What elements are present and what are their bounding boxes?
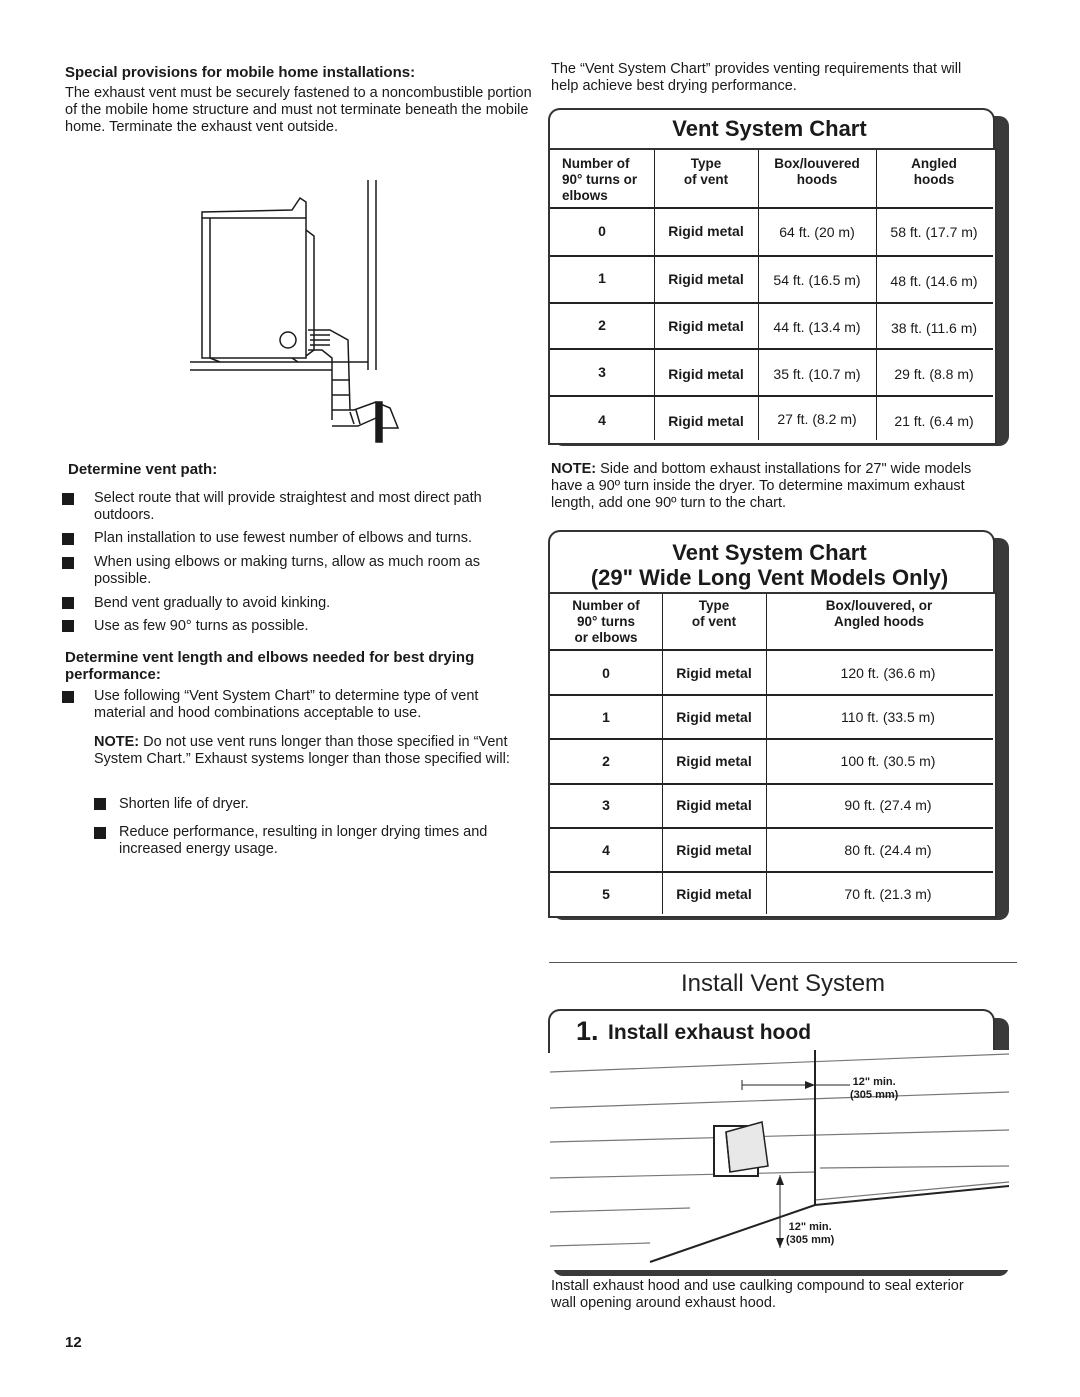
bullet-icon — [62, 597, 74, 609]
chart2-cell: 5 — [602, 886, 610, 902]
step-number: 1. — [576, 1016, 599, 1046]
row-divider — [550, 738, 993, 740]
chart2-cell: Rigid metal — [676, 753, 752, 769]
chart1-cell: 29 ft. (8.8 m) — [894, 366, 974, 382]
chart1-cell: Rigid metal — [668, 223, 744, 239]
row-divider — [550, 694, 993, 696]
exhaust-hood-illustration — [550, 1050, 1009, 1270]
note-label: NOTE: — [94, 734, 140, 750]
mobile-home-text: The exhaust vent must be securely fastened to a noncombustible portion of the mobile home structure and must not terminate beneath the mobile home. Terminate the exhaust vent outside. — [65, 85, 532, 135]
vent-path-item: Plan installation to use fewest number of elbows and turns. — [94, 530, 473, 546]
bullet-icon — [94, 798, 106, 810]
chart2-cell: 100 ft. (30.5 m) — [840, 753, 936, 769]
vent-path-item: When using elbows or making turns, allow as much room as possible. — [94, 554, 481, 587]
col-divider — [766, 594, 767, 914]
row-divider — [550, 207, 993, 209]
bullet-icon — [62, 691, 74, 703]
chart1-cell: 4 — [598, 412, 606, 428]
row-divider — [550, 302, 993, 304]
mobile-home-heading: Special provisions for mobile home installations: — [65, 64, 416, 81]
chart1-cell: Rigid metal — [668, 318, 744, 334]
chart2-header-hoods: Box/louvered, or Angled hoods — [825, 598, 933, 629]
chart2-header-turns: Number of 90° turns or elbows — [572, 598, 640, 645]
vent-length-item: Use following “Vent System Chart” to determine type of vent material and hood combinations acceptable to use. — [94, 688, 479, 721]
vent-length-heading: Determine vent length and elbows needed for best drying performance: — [65, 649, 475, 683]
chart1-cell: 54 ft. (16.5 m) — [773, 272, 861, 288]
chart1-cell: 0 — [598, 223, 606, 239]
bullet-icon — [62, 533, 74, 545]
chart2-cell: 80 ft. (24.4 m) — [844, 842, 932, 858]
chart1-cell: 3 — [598, 364, 606, 380]
chart1-cell: 48 ft. (14.6 m) — [890, 273, 978, 289]
dryer-vent-illustration — [180, 180, 420, 450]
row-divider — [550, 871, 993, 873]
chart1-header-type: Type of vent — [683, 156, 729, 187]
bullet-icon — [62, 557, 74, 569]
row-divider — [550, 255, 993, 257]
chart1-header-box: Box/louvered hoods — [774, 156, 860, 187]
chart2-header-type: Type of vent — [691, 598, 737, 629]
chart2-cell: Rigid metal — [676, 842, 752, 858]
chart1-cell: Rigid metal — [668, 366, 744, 382]
col-divider — [662, 594, 663, 914]
chart1-cell: 2 — [598, 317, 606, 333]
note-label: NOTE: — [551, 461, 597, 477]
chart-intro: The “Vent System Chart” provides venting requirements that will help achieve best drying performance. — [551, 61, 962, 94]
chart2-cell: 120 ft. (36.6 m) — [840, 665, 936, 681]
chart-note — [551, 461, 991, 512]
chart1-cell: 21 ft. (6.4 m) — [894, 413, 974, 429]
dryer-note — [94, 734, 529, 768]
note-text: Do not use vent runs longer than those specified in “Vent System Chart.” Exhaust systems longer than those specified will: — [94, 734, 510, 767]
chart1-header-angled: Angled hoods — [911, 156, 957, 187]
row-divider — [550, 395, 993, 397]
vent-path-item: Use as few 90° turns as possible. — [94, 618, 309, 634]
top-clearance-label: 12" min. (305 mm) — [850, 1076, 899, 1101]
chart2-cell: 70 ft. (21.3 m) — [844, 886, 932, 902]
chart1-cell: 58 ft. (17.7 m) — [890, 224, 978, 240]
row-divider — [550, 348, 993, 350]
vent-path-item: Bend vent gradually to avoid kinking. — [94, 595, 331, 611]
row-divider — [550, 649, 993, 651]
section-divider — [549, 962, 1017, 963]
chart2-cell: Rigid metal — [676, 665, 752, 681]
bullet-icon — [94, 827, 106, 839]
chart1-cell: 38 ft. (11.6 m) — [890, 320, 978, 336]
chart2-cell: 2 — [602, 753, 610, 769]
chart2-cell: 0 — [602, 665, 610, 681]
vent-path-heading: Determine vent path: — [68, 461, 218, 478]
note-text: Side and bottom exhaust installations for 27" wide models have a 90º turn inside the dryer. To determine maximum exhaust length, add one 90º turn to the chart. — [551, 461, 972, 511]
bottom-clearance-label: 12" min. (305 mm) — [786, 1221, 835, 1246]
hood-caption: Install exhaust hood and use caulking compound to seal exterior wall opening around exhaust hood. — [551, 1278, 964, 1311]
vent-path-item: Select route that will provide straightest and most direct path outdoors. — [94, 490, 482, 523]
chart2-cell: 110 ft. (33.5 m) — [841, 709, 935, 725]
chart1-cell: 44 ft. (13.4 m) — [773, 319, 861, 335]
chart2-cell: 4 — [602, 842, 610, 858]
chart2-cell: Rigid metal — [676, 886, 752, 902]
chart1-cell: 1 — [598, 270, 606, 286]
chart2-cell: 1 — [602, 709, 610, 725]
bullet-icon — [62, 620, 74, 632]
chart2-cell: 90 ft. (27.4 m) — [844, 797, 932, 813]
chart1-title: Vent System Chart — [672, 116, 867, 141]
row-divider — [550, 783, 993, 785]
step-title: Install exhaust hood — [608, 1021, 812, 1044]
chart2-cell: 3 — [602, 797, 610, 813]
chart1-cell: 35 ft. (10.7 m) — [773, 366, 861, 382]
chart1-cell: Rigid metal — [668, 271, 744, 287]
chart1-cell: 64 ft. (20 m) — [779, 224, 855, 240]
bullet-icon — [62, 493, 74, 505]
page-number: 12 — [65, 1334, 82, 1351]
chart1-cell: Rigid metal — [668, 413, 744, 429]
chart1-header-turns: Number of 90° turns or elbows — [562, 156, 638, 203]
chart2-subtitle: (29" Wide Long Vent Models Only) — [590, 565, 949, 590]
chart2-cell: Rigid metal — [676, 709, 752, 725]
note-item: Reduce performance, resulting in longer drying times and increased energy usage. — [119, 824, 488, 857]
chart2-title: Vent System Chart — [672, 540, 867, 565]
chart1-cell: 27 ft. (8.2 m) — [777, 411, 857, 427]
chart2-cell: Rigid metal — [676, 797, 752, 813]
install-heading: Install Vent System — [680, 970, 886, 997]
note-item: Shorten life of dryer. — [119, 796, 249, 812]
row-divider — [550, 827, 993, 829]
